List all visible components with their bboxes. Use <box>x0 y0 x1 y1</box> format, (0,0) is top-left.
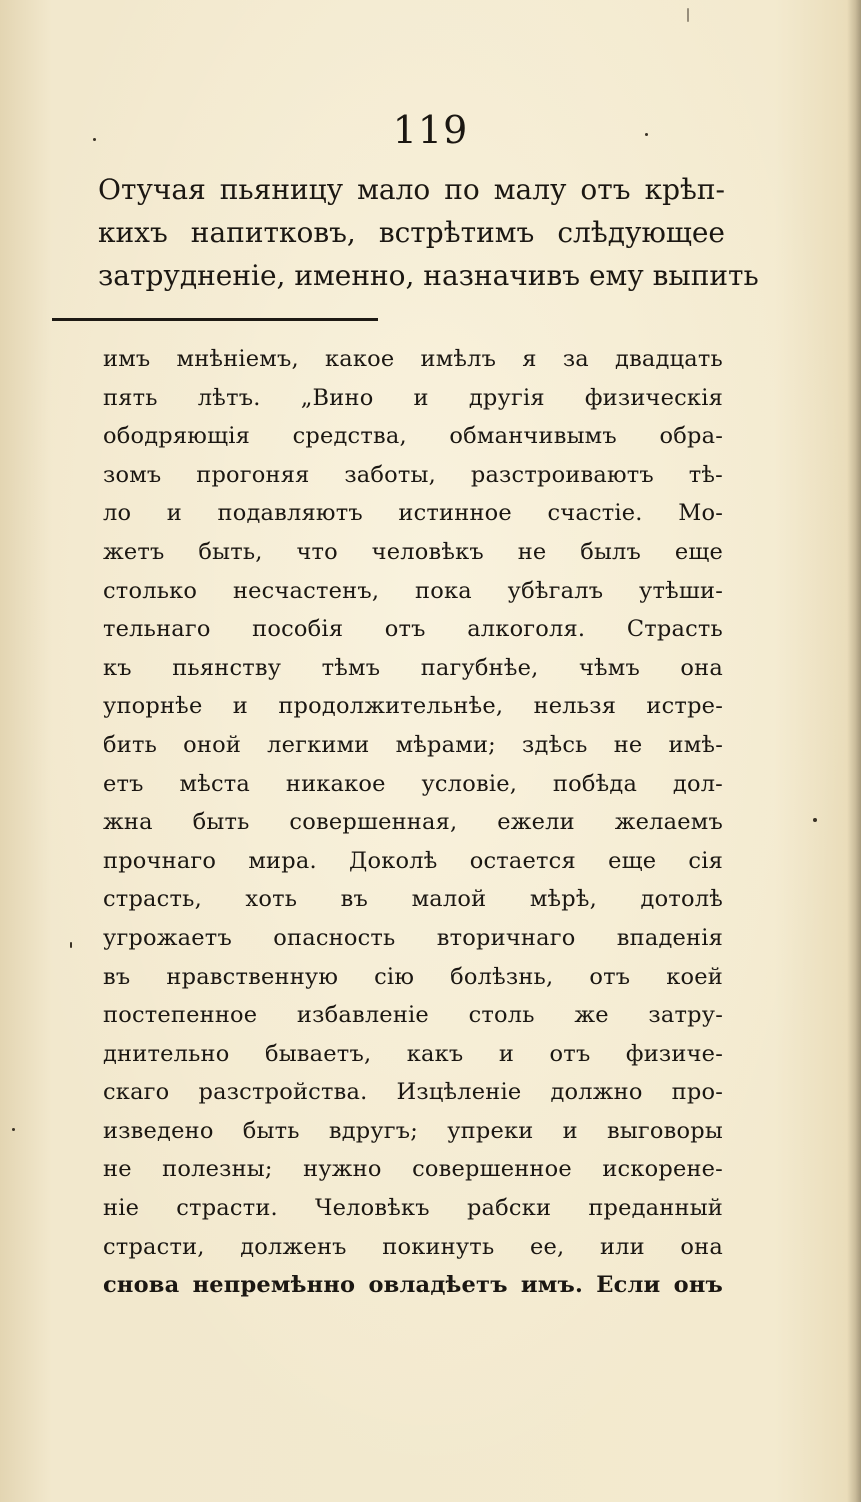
footnote-line: страсти, долженъ покинуть ее, или она <box>103 1233 723 1260</box>
footnote-line: тельнаго пособія отъ алкоголя. Страсть <box>103 616 723 643</box>
footnote-line: угрожаетъ опасность вторичнаго впаденія <box>103 924 723 951</box>
footnote-line: жна быть совершенная, ежели желаемъ <box>103 809 723 836</box>
footnote-line: днительно бываетъ, какъ и отъ физиче- <box>103 1040 723 1067</box>
paper-speck <box>687 8 689 22</box>
footnote-line: снова непремѣнно овладѣетъ имъ. Если онъ <box>103 1272 723 1299</box>
footnote-line: упорнѣе и продолжительнѣе, нельзя истре- <box>103 693 723 720</box>
main-line: затрудненіе, именно, назначивъ ему выпить <box>98 259 759 292</box>
footnote-line: ло и подавляютъ истинное счастіе. Мо- <box>103 500 723 527</box>
footnote-divider <box>52 318 378 321</box>
footnote-line: къ пьянству тѣмъ пагубнѣе, чѣмъ она <box>103 654 723 681</box>
paper-speck <box>813 818 817 822</box>
paper-speck <box>645 133 648 136</box>
paper-speck <box>93 138 96 141</box>
footnote-paragraph <box>103 340 723 1305</box>
footnote-line: постепенное избавленіе столь же затру- <box>103 1002 723 1029</box>
footnote-line: бить оной легкими мѣрами; здѣсь не имѣ- <box>103 731 723 758</box>
footnote-line: въ нравственную сію болѣзнь, отъ коей <box>103 963 723 990</box>
footnote-line: етъ мѣста никакое условіе, побѣда дол- <box>103 770 723 797</box>
footnote-line: столько несчастенъ, пока убѣгалъ утѣши- <box>103 577 723 604</box>
footnote-line: ободряющія средства, обманчивымъ обра- <box>103 423 723 450</box>
footnote-line: имъ мнѣніемъ, какое имѣлъ я за двадцать <box>103 346 723 372</box>
footnote-line: зомъ прогоняя заботы, разстроиваютъ тѣ- <box>103 461 723 488</box>
page-edge-shadow <box>847 0 861 1502</box>
paper-speck <box>12 1128 15 1131</box>
footnote-line: пять лѣтъ. „Вино и другія физическія <box>103 384 723 411</box>
main-line: Отучая пьяницу мало по малу отъ крѣп- <box>98 173 725 206</box>
footnote-line: изведено быть вдругъ; упреки и выговоры <box>103 1117 723 1144</box>
footnote-line: прочнаго мира. Доколѣ остается еще сія <box>103 847 723 874</box>
footnote-line: ніе страсти. Человѣкъ рабски преданный <box>103 1195 723 1222</box>
main-paragraph <box>98 168 759 297</box>
footnote-line: не полезны; нужно совершенное искорене- <box>103 1156 723 1183</box>
paper-speck <box>70 942 72 948</box>
footnote-line: жетъ быть, что человѣкъ не былъ еще <box>103 538 723 565</box>
main-line: кихъ напитковъ, встрѣтимъ слѣдующее <box>98 216 725 249</box>
footnote-line: скаго разстройства. Изцѣленіе должно про- <box>103 1079 723 1106</box>
footnote-line: страсть, хоть въ малой мѣрѣ, дотолѣ <box>103 886 723 913</box>
page-number: 119 <box>392 108 469 152</box>
